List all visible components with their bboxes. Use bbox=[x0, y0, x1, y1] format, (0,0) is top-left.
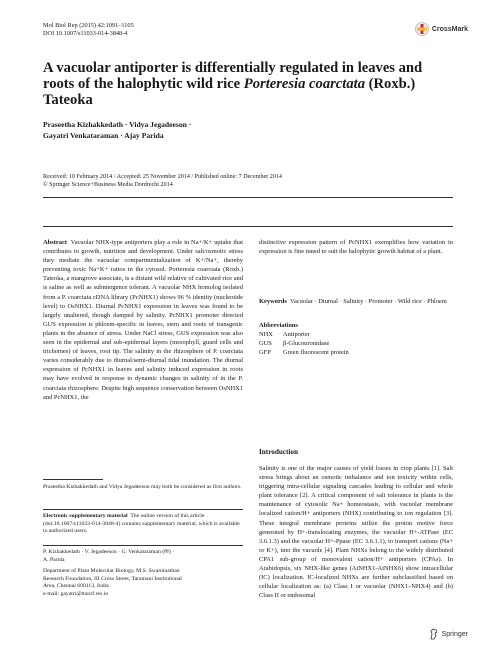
affiliation-line: Department of Plant Molecular Biology, M.S. Swaminathan bbox=[43, 568, 180, 575]
crossmark-badge[interactable] bbox=[415, 22, 468, 36]
abstract-text: Vacuolar NHX-type antiporters play a role in Na+/K+ uptake that contributes to growth, nutrition and development. Under salt/osmotic stress they mediate the vacuolar compartmentalization of K+/Na+, thereby preventing toxic Na+K+ ratios in the cytosol. Porteresia coarctata (Roxb.) Tateoka, a mangrove associate, is a distant wild relative of cultivated rice and is saline as well as submergence tolerant. A vacuolar NHX homolog isolated from a P. coarctata cDNA library (PcNHX1) shows 96 % identity (nucleotide level) to OsNHX1. Diurnal PcNHX1 expression in leaves was found to be largely unaltered, though damped by salinity. PcNHX1 promoter directed GUS expression is phloem-specific in leaves, stem and roots of transgenic plants in the absence of stress. Under NaCl stress, GUS expression was also seen in the epidermal and sub-epidermal layers (mesophyll, guard cells and trichomes) of leaves, root tip. The salinity in the rhizosphere of P. coarctata varies considerably due to diurnal/semi-diurnal tidal inundation. The diurnal expression of PcNHX1 in leaves and salinity induced expression in roots may have evolved in response to dynamic changes in salinity of in the P. coarctata rhizosphere. Despite high sequence conservation between OsNHX1 and PcNHX1, the bbox=[43, 239, 243, 401]
title-text: A vacuolar antiporter is differentially regulated in leaves and roots of the halophytic wild rice Porteresia coarctata (Roxb.) Tateoka bbox=[43, 60, 423, 109]
copyright-line: © Springer Science+Business Media Dordrecht 2014 bbox=[43, 182, 173, 189]
abbreviation-meaning: β-Glucouronidase bbox=[283, 340, 330, 348]
journal-citation: Mol Biol Rep (2015) 42:1091–1105 bbox=[43, 22, 134, 29]
esm-text: The online version of this article (doi:10.1007/s11033-014-3848-4) contains supplementary material, which is available to authorized users. bbox=[43, 513, 240, 535]
esm-note bbox=[43, 509, 243, 536]
esm-heading: Electronic supplementary material bbox=[43, 513, 128, 519]
crossmark-icon bbox=[415, 22, 429, 36]
abbreviation-row bbox=[259, 339, 453, 348]
abbreviation-meaning: Antiporter bbox=[283, 331, 310, 339]
introduction-heading: Introduction bbox=[259, 448, 299, 456]
author-list bbox=[43, 120, 363, 141]
received-dates: Received: 10 February 2014 / Accepted: 25 November 2014 / Published online: 7 December 2014 bbox=[43, 174, 282, 180]
abbreviation-term: GFP bbox=[259, 349, 271, 357]
abbreviation-meaning: Green fluorescent protein bbox=[283, 349, 349, 357]
abbreviations-block bbox=[259, 321, 453, 357]
introduction-text: Salinity is one of the major causes of yield losses in crop plants [1]. Salt stress brings about an osmotic imbalance and ion toxicity within cells, triggering intra-cellular signaling cascades leading to cellular and whole plant tolerance [2]. A critical component of salt tolerance in plants is the maintenance of cytosolic Na+ homeostasis, with vacuolar membrane localized cation/H+ antiporters (NHX) contributing to ion regulation [3]. These integral membrane proteins utilize the proton motive force generated by H+-translocating enzymes, the vacuolar H+-ATPase (EC 3.6.1.3) and the vacuolar H+-Ppase (EC 3.6.1.1), to transport cations (Na+ or K+), into the vacuole [4]. Plant NHXs belong to the widely distributed CPA1 sub-group of monovalent cation/H+ antiporters (CPAs). In Arabidopsis, six NHX-like genes (AtNHX1-AtNHX6) show intracellular (IC) localization. IC-localized NHXs are further subclassified based on cellular localization as: (a) Class I or vacuolar (NHX1–NHX4) and (b) Class II or endosomal bbox=[259, 465, 453, 600]
keywords-text: Vacuolar · Diurnal · Salinity · Promoter · Wild rice · Phloem bbox=[290, 298, 447, 305]
authors-line-2: Gayatri Venkataraman · Ajay Parida bbox=[43, 130, 164, 140]
abbreviations-heading: Abbreviations bbox=[259, 322, 298, 329]
article-title bbox=[43, 60, 453, 109]
header-divider bbox=[43, 197, 453, 198]
affiliation-line: Area, Chennai 600113, India bbox=[43, 583, 109, 590]
abstract-continuation: distinctive expression pattern of PcNHX1 exemplifies how variation in expression is fine tuned to suit the halophytic growth habitat of a plant. bbox=[259, 239, 453, 256]
crossmark-label: CrossMark bbox=[431, 25, 468, 33]
author-email[interactable]: e-mail: gayatri@mssrf.res.in bbox=[43, 590, 109, 597]
abstract-block bbox=[43, 238, 243, 402]
publication-history bbox=[43, 173, 463, 189]
abbreviation-row bbox=[259, 330, 453, 339]
keywords-heading: Keywords bbox=[259, 298, 287, 305]
affiliation-line: A. Parida bbox=[43, 556, 65, 563]
affiliation-line: P. Kizhakkedath · V. Jegadeeson · G. Venkataraman (✉) · bbox=[43, 549, 175, 555]
affiliation-block bbox=[43, 545, 243, 599]
equal-contribution-note: Praseetha Kizhakkedath and Vidya Jegadeeson may both be considered as first authors. bbox=[43, 484, 242, 490]
publisher-logo bbox=[429, 628, 468, 640]
abbreviation-term: NHX bbox=[259, 331, 273, 339]
affiliation-line: Research Foundation, III Cross Street, Taramani Institutional bbox=[43, 575, 182, 582]
footnote-divider bbox=[43, 479, 103, 480]
authors-line-1: Praseetha Kizhakkedath · Vidya Jegadeeson · bbox=[43, 120, 192, 129]
springer-horse-icon bbox=[429, 628, 439, 640]
abbreviation-row bbox=[259, 348, 453, 357]
abstract-divider bbox=[43, 226, 453, 227]
abbreviation-term: GUS bbox=[259, 340, 272, 348]
abstract-heading: Abstract bbox=[43, 239, 67, 246]
keywords-block bbox=[259, 297, 453, 306]
doi-line: DOI 10.1007/s11033-014-3848-4 bbox=[43, 30, 128, 37]
publisher-name: Springer bbox=[441, 630, 468, 638]
